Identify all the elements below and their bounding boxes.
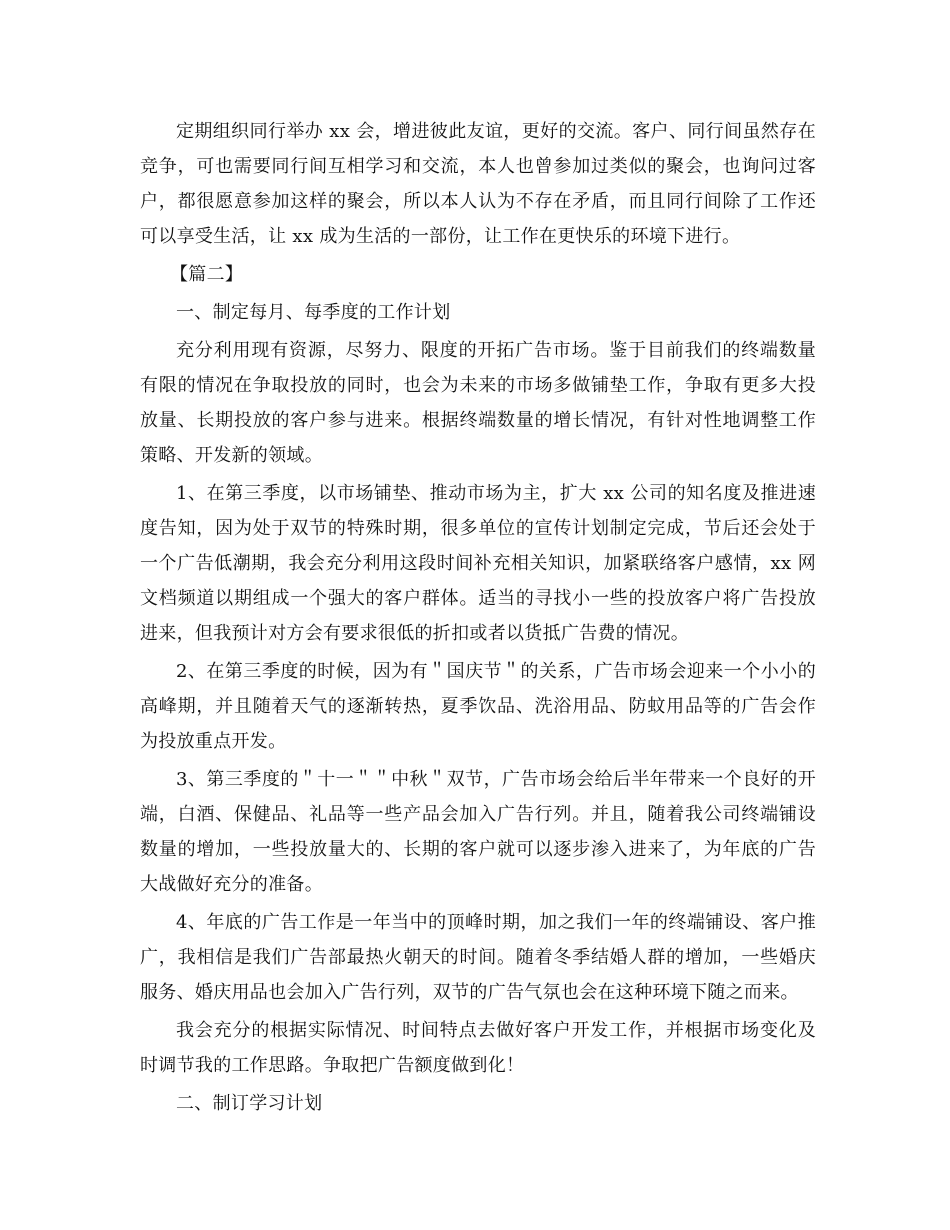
heading-work-plan: 一、制定每月、每季度的工作计划: [176, 302, 451, 323]
section-heading-part-two: 【篇二】: [170, 264, 244, 285]
paragraph-conclusion: 我会充分的根据实际情况、时间特点去做好客户开发工作，并根据市场变化及时调节我的工作思路。争取把广告额度做到化！: [140, 1020, 816, 1076]
paragraph-item-1: 1、在第三季度，以市场铺垫、推动市场为主，扩大 xx 公司的知名度及推进速度告知，因为处于双节的特殊时期，很多单位的宣传计划制定完成，节后还会处于一个广告低潮期，我会充分利用这段时间补充相关知识，加紧联络客户感情，xx 网文档频道以期组成一个强大的客户群体。适当的寻找小一些的投放客户将广告投放进来，但我预计对方会有要求很低的折扣或者以货抵广告费的情况。: [140, 483, 816, 644]
heading-study-plan: 二、制订学习计划: [176, 1093, 323, 1114]
paragraph-item-3: 3、第三季度的＂十一＂＂中秋＂双节，广告市场会给后半年带来一个良好的开端，白酒、保健品、礼品等一些产品会加入广告行列。并且，随着我公司终端铺设数量的增加，一些投放量大的、长期的客户就可以逐步渗入进来了，为年底的广告大战做好充分的准备。: [140, 769, 816, 895]
paragraph-intro: 定期组织同行举办 xx 会，增进彼此友谊，更好的交流。客户、同行间虽然存在竞争，可也需要同行间互相学习和交流，本人也曾参加过类似的聚会，也询问过客户，都很愿意参加这样的聚会，所以本人认为不存在矛盾，而且同行间除了工作还可以享受生活，让 xx 成为生活的一部份，让工作在更快乐的环境下进行。: [140, 121, 816, 247]
paragraph-item-2: 2、在第三季度的时候，因为有＂国庆节＂的关系，广告市场会迎来一个小小的高峰期，并且随着天气的逐渐转热，夏季饮品、洗浴用品、防蚊用品等的广告会作为投放重点开发。: [140, 661, 816, 752]
paragraph-item-4: 4、年底的广告工作是一年当中的顶峰时期，加之我们一年的终端铺设、客户推广，我相信是我们广告部最热火朝天的时间。随着冬季结婚人群的增加，一些婚庆服务、婚庆用品也会加入广告行列，双节的广告气氛也会在这种环境下随之而来。: [140, 912, 816, 1003]
document-body: [140, 114, 816, 1124]
paragraph-resources: 充分利用现有资源，尽努力、限度的开拓广告市场。鉴于目前我们的终端数量有限的情况在争取投放的同时，也会为未来的市场多做铺垫工作，争取有更多大投放量、长期投放的客户参与进来。根据终端数量的增长情况，有针对性地调整工作策略、开发新的领域。: [140, 340, 816, 466]
